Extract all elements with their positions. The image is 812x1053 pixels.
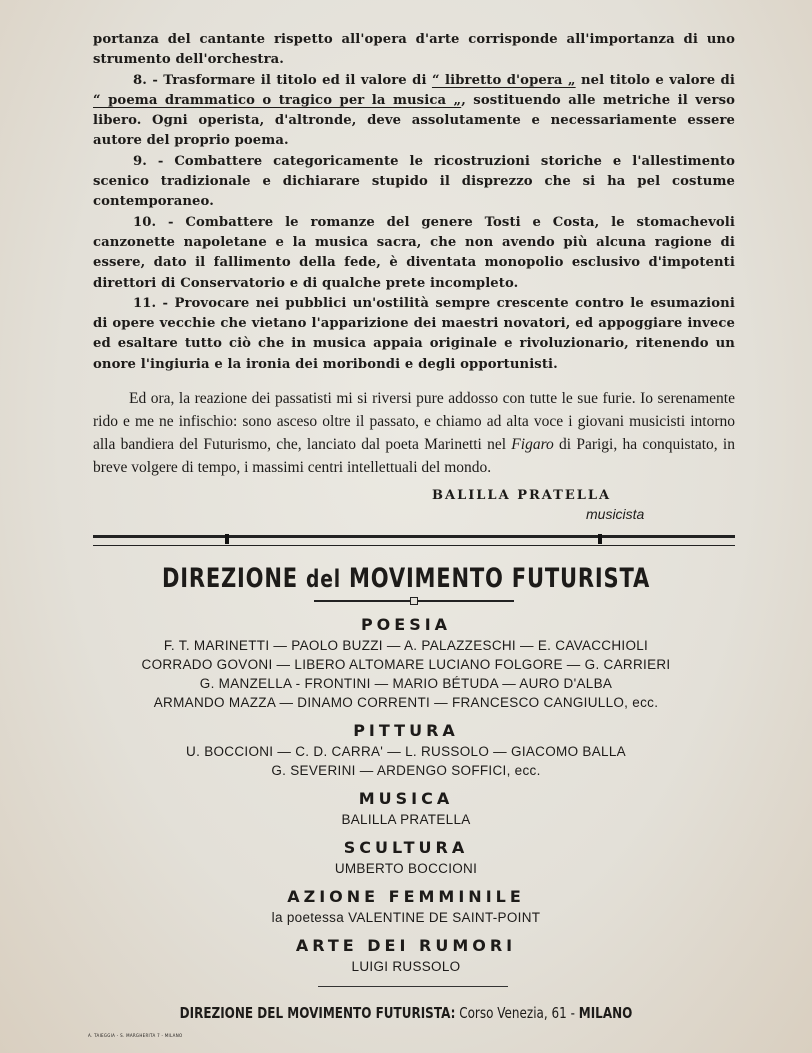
closing-text: di Parigi, ha conquistato, in breve volgere di tempo, i massimi centri intellettuali del mondo. [93, 436, 735, 477]
title-ornament [314, 600, 514, 602]
footer-address [81, 1003, 731, 1023]
point-text: nel titolo e valore di [575, 72, 735, 88]
closing-text: Ed ora, la reazione dei passatisti mi si riversi pure addosso con tutte le sue furie. Io serenamente rido e me ne infischio: sono asceso oltre il passato, e chiamo ad alta voce i giovani musicisti intorno alla bandiera del Futurismo, che, lanciato dal poeta Marinetti nel [93, 390, 735, 454]
names-line: LUIGI RUSSOLO [351, 959, 461, 975]
section-pittura [0, 720, 812, 780]
closing-paragraph [93, 387, 735, 479]
title-part: DIREZIONE [161, 563, 307, 595]
point-number: 9. - [133, 153, 164, 169]
section-poesia [0, 614, 812, 712]
section-azione-femminile [0, 886, 812, 927]
names-line: F. T. MARINETTI — PAOLO BUZZI — A. PALAZZESCHI — E. CAVACCHIOLI [163, 638, 649, 654]
newspaper-title: Figaro [511, 436, 554, 454]
names-line: G. MANZELLA - FRONTINI — MARIO BÉTUDA — AURO D'ALBA [199, 676, 613, 692]
section-musica [0, 788, 812, 829]
point-8 [93, 71, 735, 152]
point-9 [93, 152, 735, 213]
point-10 [93, 213, 735, 294]
point-number: 8. - [133, 72, 158, 88]
section-heading: POESIA [360, 615, 452, 635]
title-part: MOVIMENTO FUTURISTA [340, 563, 651, 595]
footer-city: MILANO [578, 1004, 633, 1023]
signature-role: musicista [586, 506, 645, 523]
double-rule-divider [93, 535, 735, 546]
quoted-phrase: “ poema drammatico o tragico per la musica „ [93, 92, 462, 108]
direzione-title [89, 562, 722, 596]
section-heading: AZIONE FEMMINILE [287, 887, 525, 907]
section-heading: ARTE DEI RUMORI [295, 936, 517, 956]
manifesto-points [93, 30, 735, 375]
point-text: Provocare nei pubblici un'ostilità sempre crescente contro le esumazioni di opere vecchie che vietano l'apparizione dei maestri novatori, ed appoggiare invece ed esaltare tutto ciò che in musica appaia originale e rivoluzionario, ritenendo un onore l'ingiuria e la ironia dei moribondi e degli opportunisti. [93, 295, 735, 372]
title-part: del [306, 565, 341, 594]
names-line: CORRADO GOVONI — LIBERO ALTOMARE LUCIANO FOLGORE — G. CARRIERI [141, 657, 671, 673]
rule-marker [225, 534, 229, 544]
quoted-phrase: “ libretto d'opera „ [431, 72, 576, 88]
names-line: BALILLA PRATELLA [341, 812, 471, 828]
names-line: UMBERTO BOCCIONI [334, 861, 478, 877]
point-number: 10. - [133, 214, 174, 230]
point-text: Combattere categoricamente le ricostruzioni storiche e l'allestimento scenico tradizionale e dichiarare stupido il disprezzo che si ha pel costume contemporaneo. [93, 153, 736, 210]
section-heading: MUSICA [358, 789, 454, 809]
section-divider [318, 986, 508, 987]
names-line: la poetessa VALENTINE DE SAINT-POINT [271, 910, 541, 926]
point-number: 11. - [133, 295, 169, 311]
section-heading: SCULTURA [343, 838, 469, 858]
rule-marker [598, 534, 602, 544]
section-arte-dei-rumori [0, 935, 812, 976]
names-line: U. BOCCIONI — C. D. CARRA' — L. RUSSOLO — GIACOMO BALLA [186, 744, 626, 760]
point-11 [93, 294, 735, 375]
footer-org: DIREZIONE DEL MOVIMENTO FUTURISTA: [179, 1004, 456, 1023]
footer-street: Corso Venezia, 61 - [455, 1004, 579, 1023]
names-line: ARMANDO MAZZA — DINAMO CORRENTI — FRANCESCO CANGIULLO, ecc. [153, 695, 659, 711]
point-text: , sostituendo alle metriche il verso libero. Ogni operista, d'altronde, deve assolutamente e necessariamente essere autore del proprio poema. [93, 92, 735, 149]
printer-imprint: A. TAIEGGIA - S. MARGHERITA 7 - MILANO [88, 1033, 183, 1039]
point-text: Trasformare il titolo ed il valore di [163, 72, 432, 88]
continuation-text: portanza del cantante rispetto all'opera d'arte corrisponde all'importanza di uno strumento dell'orchestra. [93, 32, 735, 68]
section-heading: PITTURA [353, 721, 459, 741]
names-line: G. SEVERINI — ARDENGO SOFFICI, ecc. [271, 763, 541, 779]
point-text: Combattere le romanze del genere Tosti e Costa, le stomachevoli canzonette napoletane e la musica sacra, che non avendo più alcuna ragione di essere, dato il fallimento della fede, è diventata monopolio esclusivo d'impotenti direttori di Conservatorio e di qualche prete incompleto. [93, 214, 735, 291]
section-scultura [0, 837, 812, 878]
signature-name: BALILLA PRATELLA [432, 488, 612, 504]
